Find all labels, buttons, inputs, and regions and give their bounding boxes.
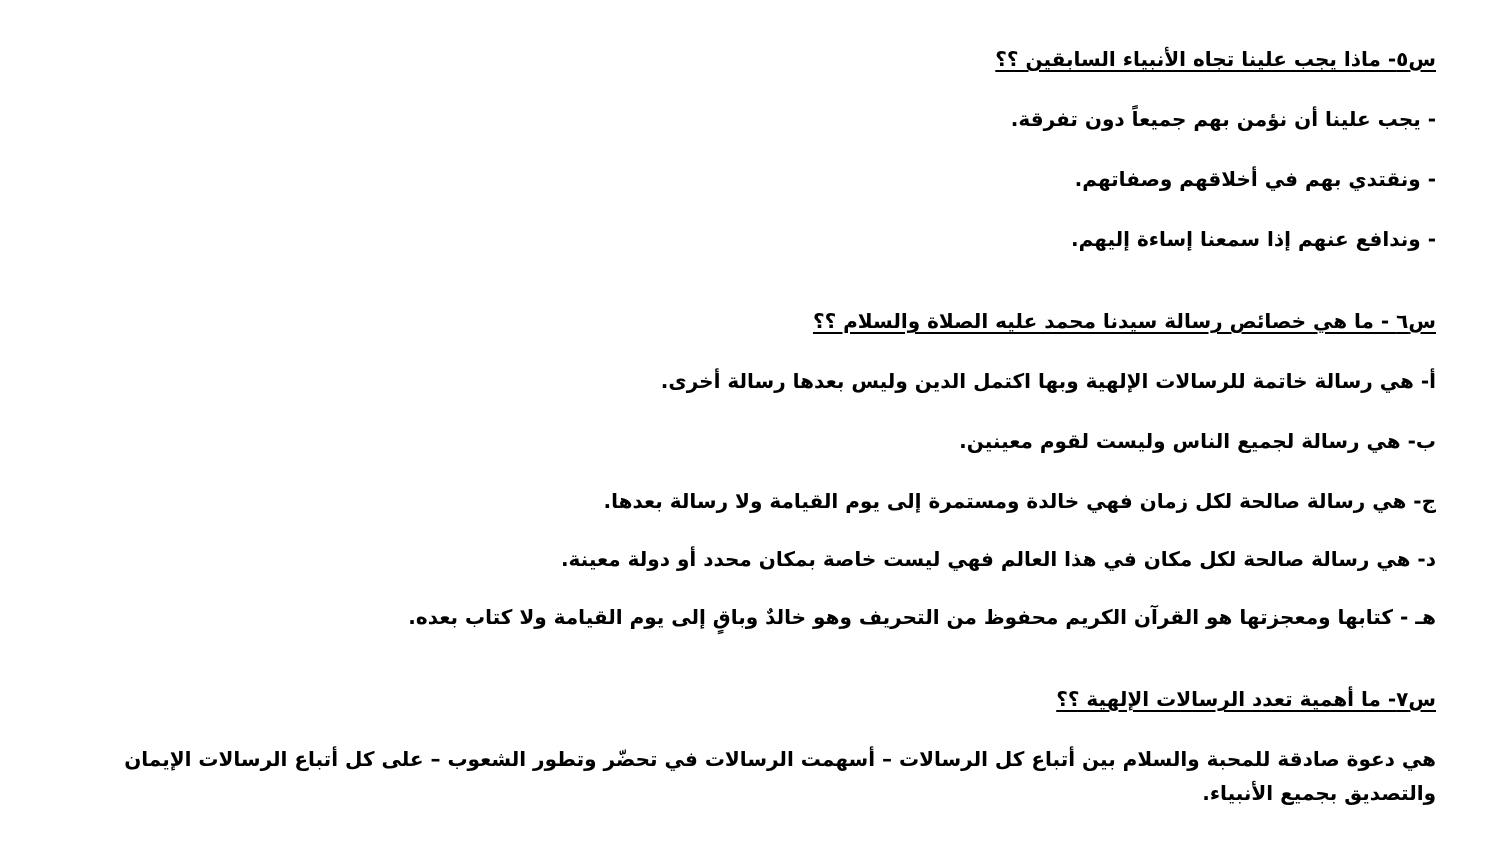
- question-6-answer-a: أ- هي رسالة خاتمة للرسالات الإلهية وبها اكتمل الدين وليس بعدها رسالة أخرى.: [660, 369, 1436, 393]
- question-6-heading: س٦ - ما هي خصائص رسالة سيدنا محمد عليه الصلاة والسلام ؟؟: [812, 309, 1436, 333]
- question-7-heading: س٧- ما أهمية تعدد الرسالات الإلهية ؟؟: [1056, 687, 1436, 711]
- question-6-answer-e: هـ - كتابها ومعجزتها هو القرآن الكريم محفوظ من التحريف وهو خالدٌ وباقٍ إلى يوم القيامة ولا كتاب بعده.: [408, 605, 1436, 629]
- question-5-heading: س٥- ماذا يجب علينا تجاه الأنبياء السابقين ؟؟: [995, 47, 1436, 71]
- question-5-answer-2: - ونقتدي بهم في أخلاقهم وصفاتهم.: [1074, 167, 1436, 191]
- question-6-answer-c: ج- هي رسالة صالحة لكل زمان فهي خالدة ومستمرة إلى يوم القيامة ولا رسالة بعدها.: [603, 489, 1436, 513]
- question-7-answer: هي دعوة صادقة للمحبة والسلام بين أتباع كل الرسالات – أسهمت الرسالات في تحضّر وتطور الشعوب – على كل أتباع الرسالات الإيمان والتصديق بجميع الأنبياء.: [124, 747, 1436, 805]
- question-5-answer-1: - يجب علينا أن نؤمن بهم جميعاً دون تفرقة.: [1010, 107, 1436, 131]
- question-6-answer-d: د- هي رسالة صالحة لكل مكان في هذا العالم فهي ليست خاصة بمكان محدد أو دولة معينة.: [560, 547, 1436, 571]
- question-5-answer-3: - وندافع عنهم إذا سمعنا إساءة إليهم.: [1071, 227, 1436, 251]
- question-6-answer-b: ب- هي رسالة لجميع الناس وليست لقوم معينين.: [959, 429, 1436, 453]
